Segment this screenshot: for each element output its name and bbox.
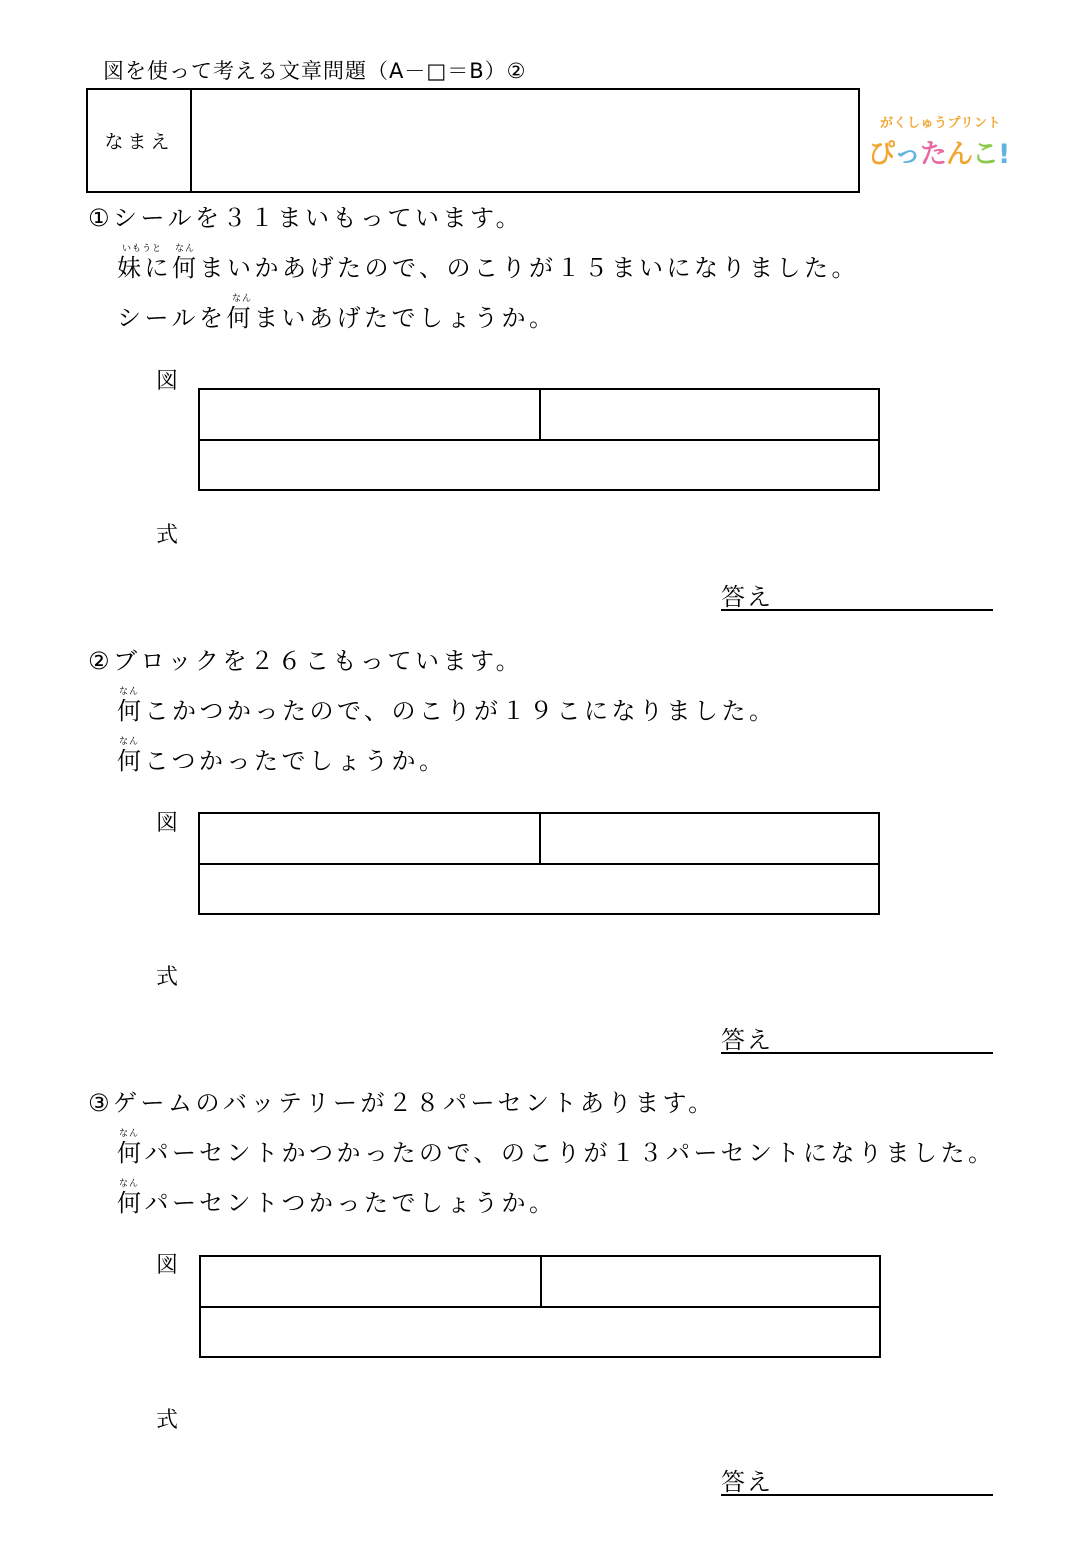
answer-field[interactable] bbox=[721, 1462, 993, 1496]
formula-label: 式 bbox=[156, 1408, 179, 1433]
ruby-text: なん bbox=[119, 687, 140, 697]
diagram-cell-bottom[interactable] bbox=[201, 1308, 879, 1356]
logo-char: っ bbox=[894, 139, 920, 170]
problem-line: 何こかつかったので、のこりが１９こになりました。 bbox=[117, 697, 777, 725]
logo-char: た bbox=[920, 139, 946, 170]
diagram-label: 図 bbox=[156, 1253, 179, 1278]
problem-line: シールを何まいあげたでしょうか。 bbox=[117, 304, 557, 332]
diagram-cell-bottom[interactable] bbox=[200, 441, 878, 489]
page-title: 図を使って考える文章問題（A－□＝B）② bbox=[103, 59, 527, 83]
problem-line: ③ゲームのバッテリーが２８パーセントあります。 bbox=[88, 1089, 716, 1117]
ruby-text: なん bbox=[175, 244, 196, 254]
diagram-cell-top-left[interactable] bbox=[201, 1257, 542, 1308]
ruby-text: いもうと bbox=[122, 244, 163, 254]
logo-top-text: がくしゅうプリント bbox=[880, 116, 1001, 131]
diagram-label: 図 bbox=[156, 369, 179, 394]
logo-char: こ bbox=[972, 139, 998, 170]
diagram-cell-top-right[interactable] bbox=[541, 814, 878, 865]
ruby-text: なん bbox=[119, 1129, 140, 1139]
tape-diagram bbox=[199, 1255, 881, 1358]
logo-char: ん bbox=[946, 139, 972, 170]
logo-char: ぴ bbox=[868, 139, 894, 170]
diagram-cell-top-right[interactable] bbox=[541, 390, 878, 441]
diagram-cell-top-left[interactable] bbox=[200, 390, 541, 441]
problem-line: ①シールを３１まいもっています。 bbox=[88, 204, 524, 232]
problem-line: 何パーセントつかったでしょうか。 bbox=[117, 1189, 557, 1217]
problem-line: 何パーセントかつかったので、のこりが１３パーセントになりました。 bbox=[117, 1139, 996, 1167]
answer-label: 答え bbox=[721, 1026, 773, 1054]
answer-field[interactable] bbox=[721, 1020, 993, 1054]
ruby-text: なん bbox=[119, 737, 140, 747]
name-box bbox=[86, 88, 860, 193]
diagram-cell-top-right[interactable] bbox=[542, 1257, 879, 1308]
answer-label: 答え bbox=[721, 1468, 773, 1496]
answer-label: 答え bbox=[721, 583, 773, 611]
diagram-label: 図 bbox=[156, 811, 179, 836]
diagram-cell-bottom[interactable] bbox=[200, 865, 878, 913]
name-field[interactable] bbox=[192, 90, 858, 191]
problem-line: 何こつかったでしょうか。 bbox=[117, 747, 447, 775]
answer-field[interactable] bbox=[721, 577, 993, 611]
problem-line: 妹に何まいかあげたので、のこりが１５まいになりました。 bbox=[117, 254, 860, 282]
formula-label: 式 bbox=[156, 523, 179, 548]
tape-diagram bbox=[198, 812, 880, 915]
diagram-cell-top-left[interactable] bbox=[200, 814, 541, 865]
tape-diagram bbox=[198, 388, 880, 491]
logo-char: ! bbox=[998, 139, 1010, 170]
problem-line: ②ブロックを２６こもっています。 bbox=[88, 647, 524, 675]
formula-label: 式 bbox=[156, 965, 179, 990]
ruby-text: なん bbox=[232, 294, 253, 304]
name-label: なまえ bbox=[88, 90, 192, 191]
ruby-text: なん bbox=[119, 1179, 140, 1189]
brand-logo bbox=[866, 112, 1010, 174]
logo-bottom-text bbox=[868, 132, 1009, 171]
